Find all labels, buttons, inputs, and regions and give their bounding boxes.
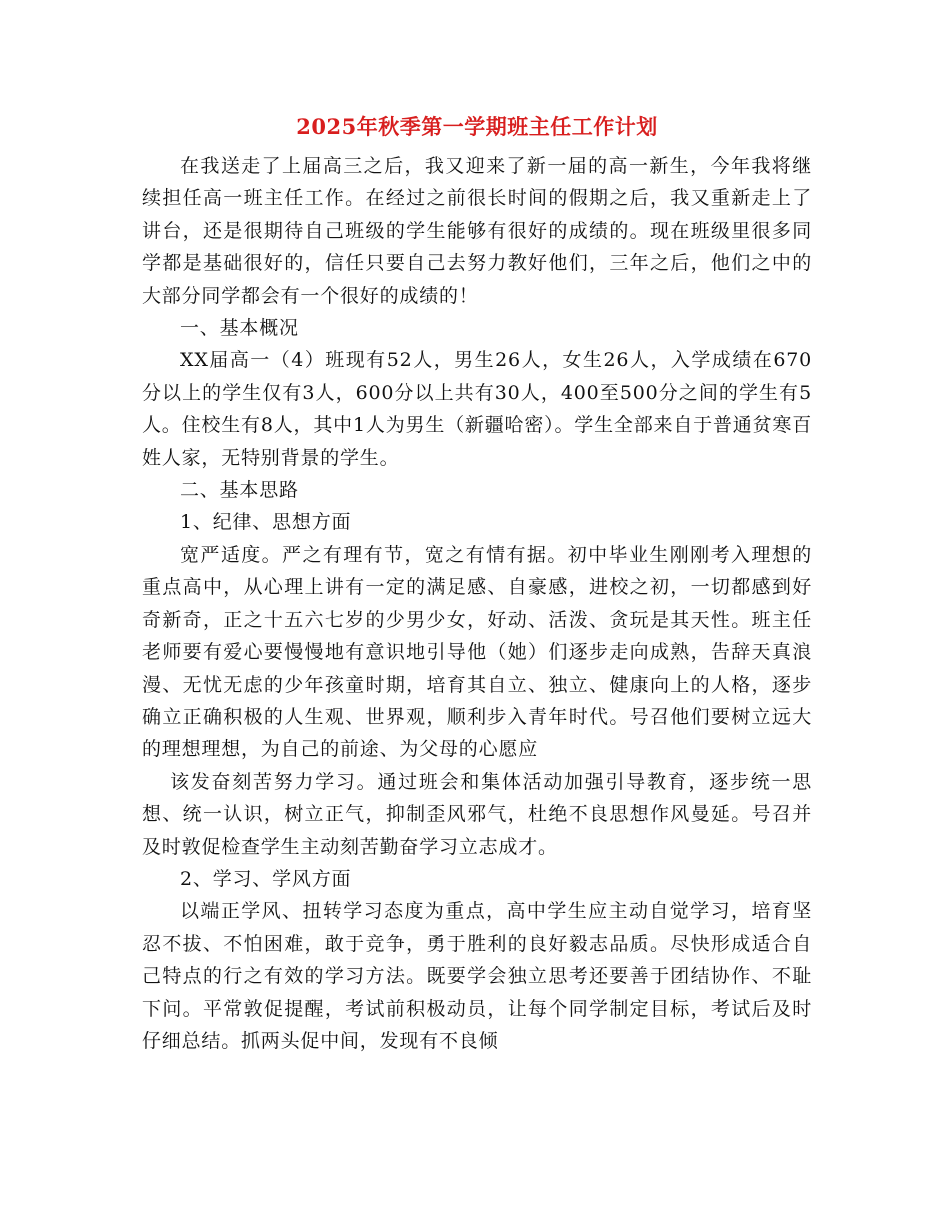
document-title: 2025年秋季第一学期班主任工作计划 — [296, 114, 658, 139]
discipline-paragraph: 宽严适度。严之有理有节，宽之有情有据。初中毕业生刚刚考入理想的重点高中，从心理上讲有一定的满足感、自豪感，进校之初，一切都感到好奇新奇，正之十五六七岁的少男少女，好动、活泼、贪玩是其天性。班主任老师要有爱心要慢慢地有意识地引导他（她）们逐步走向成熟，告辞天真浪漫、无忧无虑的少年孩童时期，培育其自立、独立、健康向上的人格，逐步确立正确积极的人生观、世界观，顺利步入青年时代。号召他们要树立远大的理想理想，为自己的前途、为父母的心愿应 — [142, 543, 812, 761]
subsection-heading-discipline: 1、纪律、思想方面 — [180, 511, 352, 534]
section-heading-overview: 一、基本概况 — [180, 317, 299, 340]
discipline-paragraph-continued: 该发奋刻苦努力学习。通过班会和集体活动加强引导教育，逐步统一思想、统一认识，树立正气，抑制歪风邪气，杜绝不良思想作风曼延。号召并及时敦促检查学生主动刻苦勤奋学习立志成才。 — [142, 770, 812, 858]
study-paragraph: 以端正学风、扭转学习态度为重点，高中学生应主动自觉学习，培育坚忍不拔、不怕困难，敢于竞争，勇于胜利的良好毅志品质。尽快形成适合自己特点的行之有效的学习方法。既要学会独立思考还要善于团结协作、不耻下问。平常敦促提醒，考试前积极动员，让每个同学制定目标，考试后及时仔细总结。抓两头促中间，发现有不良倾 — [142, 900, 812, 1052]
section-heading-approach: 二、基本思路 — [180, 479, 299, 502]
subsection-heading-study: 2、学习、学风方面 — [180, 867, 352, 890]
overview-paragraph: XX届高一（4）班现有52人，男生26人，女生26人，入学成绩在670分以上的学生仅有3人，600分以上共有30人，400至500分之间的学生有5人。住校生有8人，其中1人为男生（新疆哈密）。学生全部来自于普通贫寒百姓人家，无特别背景的学生。 — [142, 349, 812, 469]
intro-paragraph: 在我送走了上届高三之后，我又迎来了新一届的高一新生，今年我将继续担任高一班主任工作。在经过之前很长时间的假期之后，我又重新走上了讲台，还是很期待自己班级的学生能够有很好的成绩的。现在班级里很多同学都是基础很好的，信任只要自己去努力教好他们，三年之后，他们之中的大部分同学都会有一个很好的成绩的！ — [142, 155, 812, 307]
